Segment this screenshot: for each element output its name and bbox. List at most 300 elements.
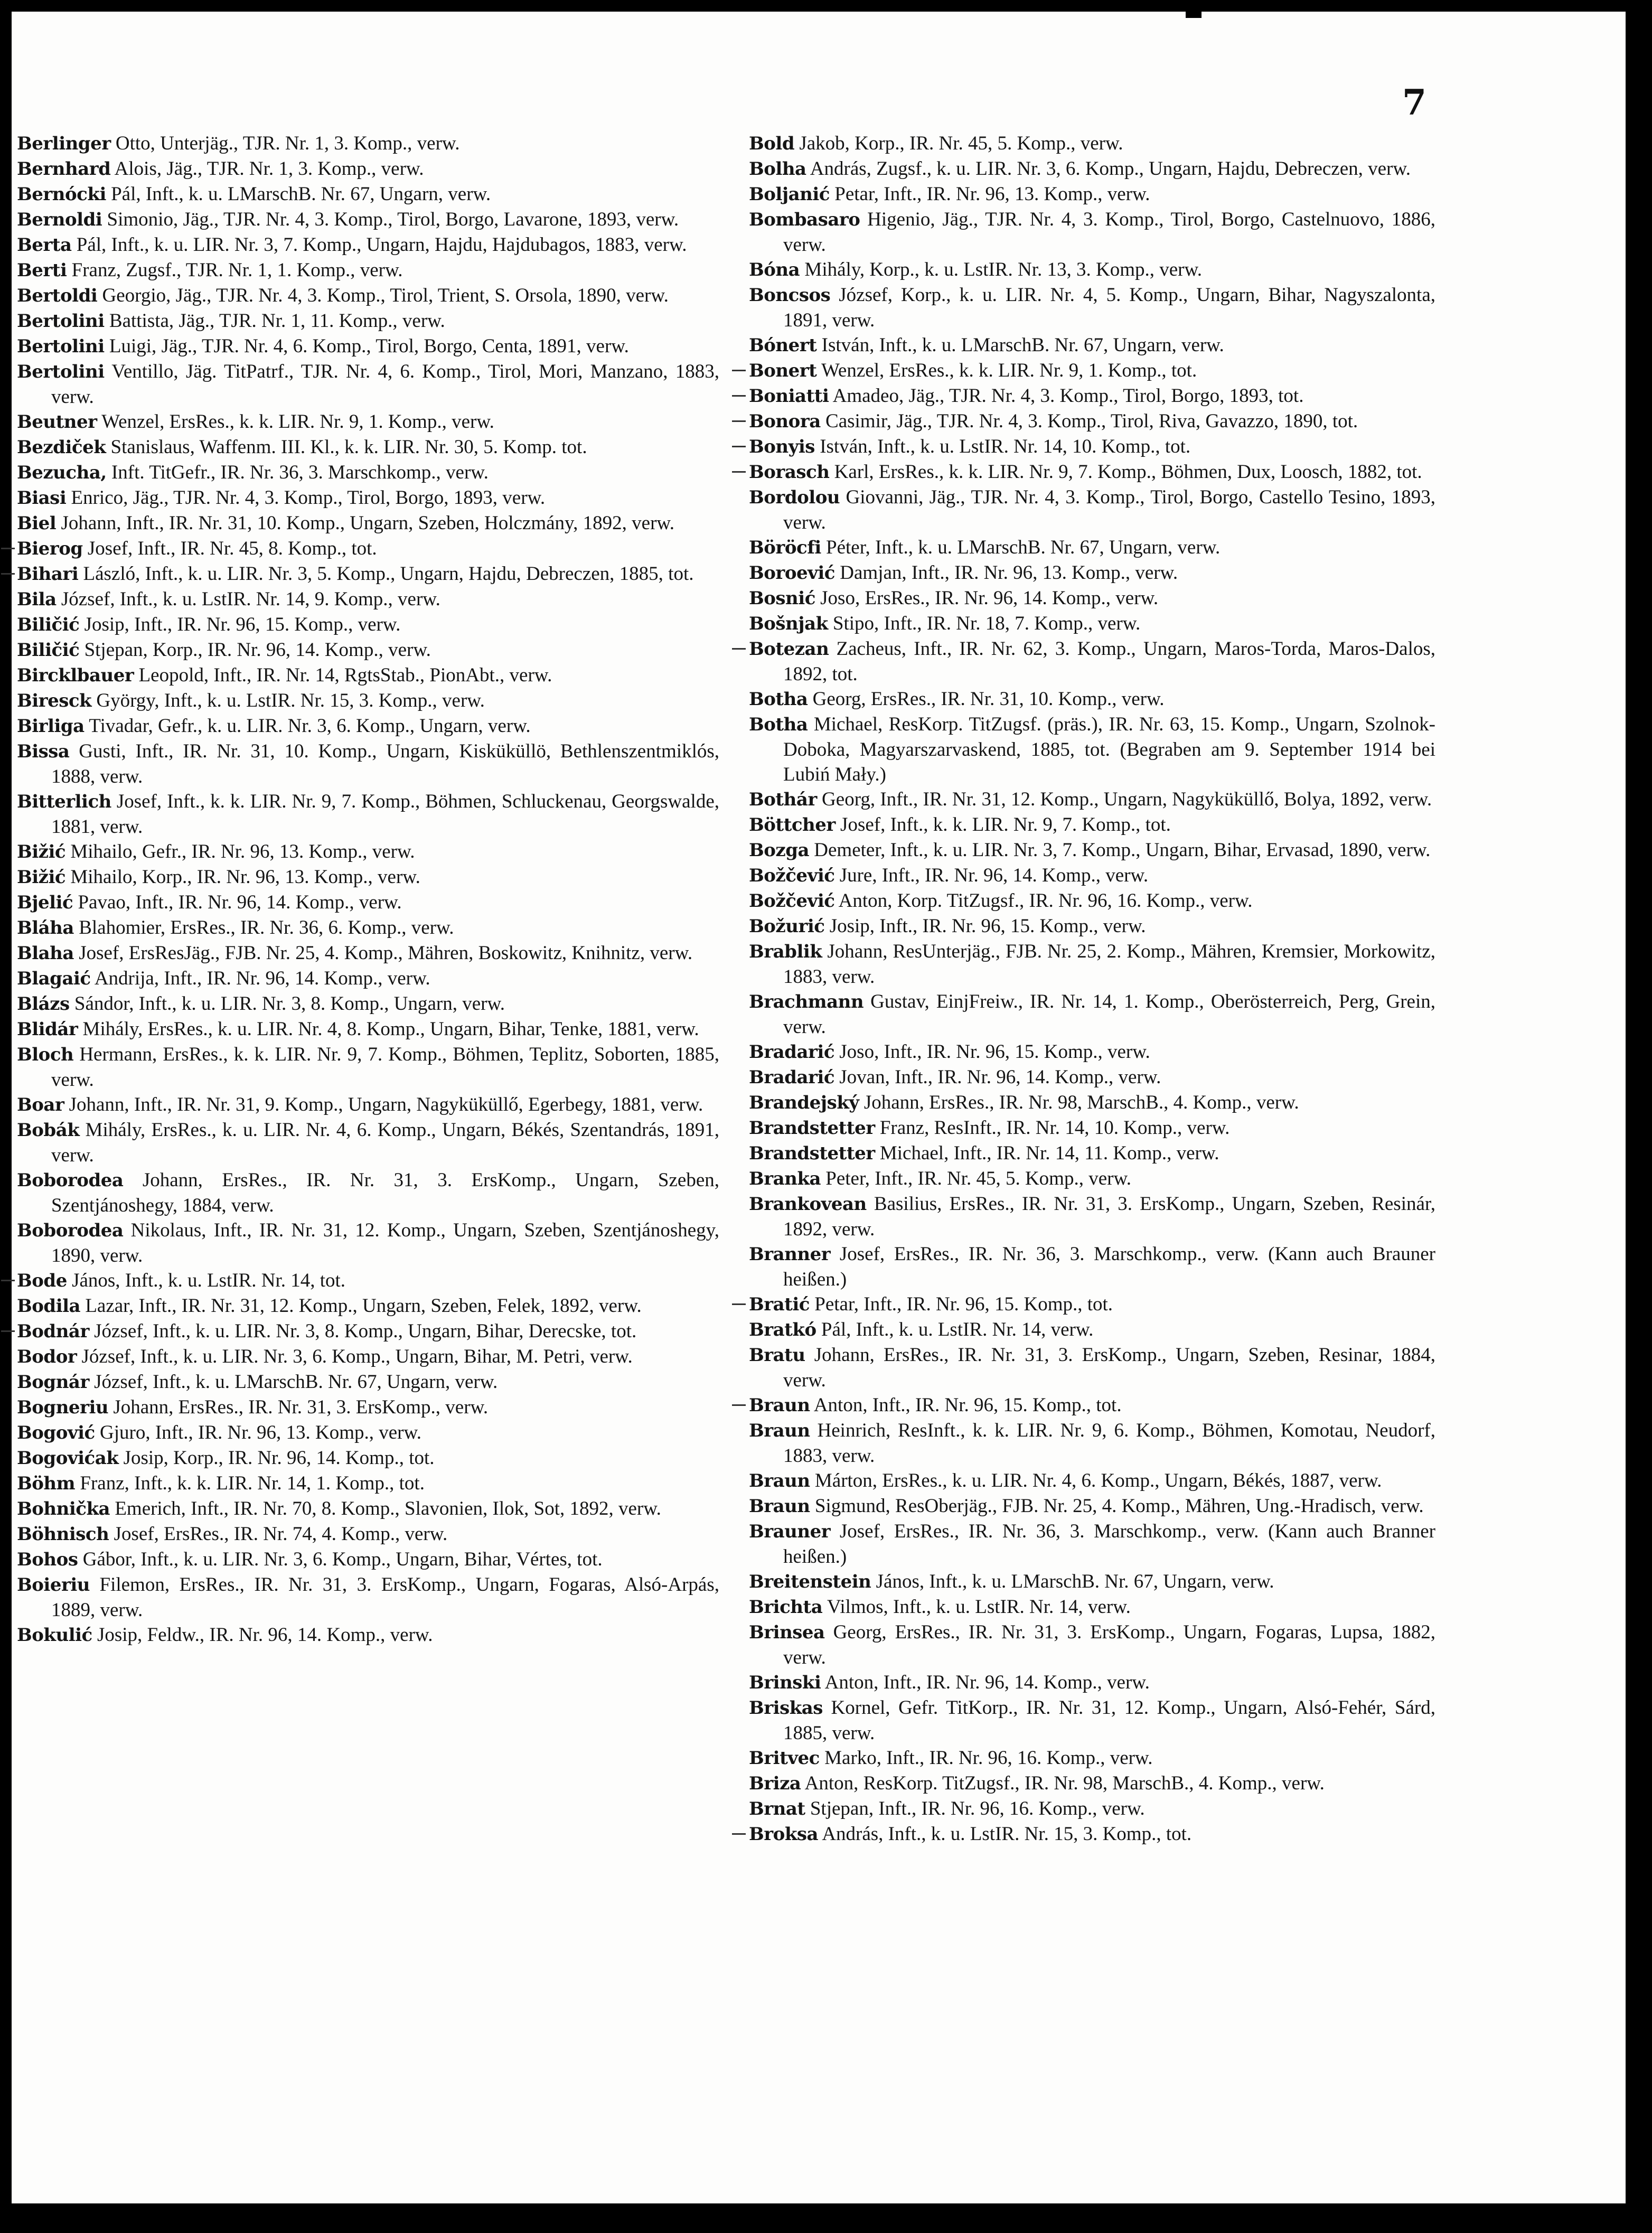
- entry-details: Johann, ErsRes., IR. Nr. 31, 3. ErsKomp., verw.: [108, 1396, 489, 1418]
- roll-entry: [17, 485, 719, 511]
- entry-surname: Bombasaro: [749, 209, 860, 230]
- entry-details: Gábor, Inft., k. u. LIR. Nr. 3, 6. Komp., Ungarn, Bihar, Vértes, tot.: [78, 1549, 603, 1570]
- entry-surname: Böhnisch: [17, 1524, 109, 1545]
- entry-surname: Bóna: [749, 259, 800, 280]
- entry-details: Joso, ErsRes., IR. Nr. 96, 14. Komp., verw.: [815, 587, 1159, 609]
- roll-entry: [17, 941, 719, 966]
- roll-entry: [17, 915, 719, 941]
- entry-surname: Blidár: [17, 1019, 78, 1040]
- roll-entry: [17, 409, 719, 435]
- entry-details: Mihailo, Korp., IR. Nr. 96, 13. Komp., verw.: [65, 866, 420, 888]
- entry-details: Petar, Inft., IR. Nr. 96, 15. Komp., tot.: [810, 1293, 1113, 1315]
- scan-notch: [1186, 11, 1202, 18]
- entry-surname: Bircklbauer: [17, 665, 134, 686]
- entry-details: Johann, ErsRes., IR. Nr. 31, 3. ErsKomp., Ungarn, Szeben, Szentjánoshegy, 1884, verw.: [51, 1169, 719, 1216]
- entry-surname: Bižić: [17, 867, 66, 888]
- entry-surname: Blaha: [17, 943, 74, 964]
- entry-surname: Böttcher: [749, 814, 836, 836]
- entry-details: Stipo, Inft., IR. Nr. 18, 7. Komp., verw.: [828, 613, 1141, 634]
- roll-entry: [749, 863, 1435, 888]
- entry-surname: Bosnić: [749, 588, 815, 609]
- entry-details: Amadeo, Jäg., TJR. Nr. 4, 3. Komp., Tirol, Borgo, 1893, tot.: [829, 385, 1304, 407]
- entry-surname: Bertolini: [17, 361, 105, 382]
- roll-entry: [17, 561, 719, 587]
- roll-entry: [749, 1393, 1435, 1418]
- entry-surname: Biasi: [17, 487, 67, 509]
- entry-surname: Bodnár: [17, 1321, 89, 1342]
- entry-surname: Bižić: [17, 841, 66, 862]
- roll-entry: [749, 535, 1435, 560]
- roll-entry: [749, 131, 1435, 156]
- roll-entry: [17, 1369, 719, 1395]
- roll-entry: [17, 991, 719, 1017]
- entry-details: Blahomier, ErsRes., IR. Nr. 36, 6. Komp., verw.: [73, 917, 454, 939]
- entry-details: Josip, Inft., IR. Nr. 96, 15. Komp., verw.: [824, 915, 1146, 937]
- roll-entry: [749, 333, 1435, 358]
- roll-entry: [17, 1042, 719, 1092]
- margin-dash-mark: [1, 1280, 15, 1281]
- entry-surname: Bradarić: [749, 1067, 835, 1088]
- entry-details: Enrico, Jäg., TJR. Nr. 4, 3. Komp., Tirol, Borgo, 1893, verw.: [66, 487, 546, 509]
- entry-surname: Bradarić: [749, 1042, 835, 1063]
- entry-details: Anton, Inft., IR. Nr. 96, 15. Komp., tot.: [810, 1394, 1122, 1416]
- entry-surname: Boieriu: [17, 1574, 90, 1596]
- entry-details: Stjepan, Inft., IR. Nr. 96, 16. Komp., verw.: [805, 1798, 1145, 1819]
- entry-surname: Brinsea: [749, 1622, 825, 1643]
- entry-details: Josef, Inft., IR. Nr. 45, 8. Komp., tot.: [82, 538, 377, 559]
- entry-surname: Boborodea: [17, 1220, 124, 1241]
- margin-dash-mark: [1, 548, 15, 549]
- entry-surname: Braun: [749, 1470, 810, 1491]
- roll-entry: [17, 1218, 719, 1268]
- entry-surname: Braun: [749, 1395, 810, 1416]
- scan-border-right: [1626, 0, 1652, 2233]
- entry-surname: Bothár: [749, 789, 817, 810]
- roll-entry: [17, 460, 719, 485]
- entry-details: Márton, ErsRes., k. u. LIR. Nr. 4, 6. Komp., Ungarn, Békés, 1887, verw.: [810, 1470, 1382, 1491]
- entry-surname: Bratić: [749, 1294, 810, 1315]
- entry-details: Johann, ErsRes., IR. Nr. 31, 3. ErsKomp., Ungarn, Szeben, Resinar, 1884, verw.: [783, 1344, 1435, 1391]
- entry-surname: Berta: [17, 234, 72, 256]
- roll-entry: [749, 1317, 1435, 1343]
- entry-details: Lazar, Inft., IR. Nr. 31, 12. Komp., Ungarn, Szeben, Felek, 1892, verw.: [80, 1295, 642, 1317]
- entry-details: Vilmos, Inft., k. u. LstIR. Nr. 14, verw.: [822, 1596, 1131, 1618]
- entry-surname: Brankovean: [749, 1194, 867, 1215]
- entry-surname: Bode: [17, 1270, 67, 1291]
- roll-entry: [17, 1268, 719, 1293]
- entry-surname: Biličić: [17, 614, 80, 635]
- roll-entry: [749, 812, 1435, 838]
- entry-details: Johann, ResUnterjäg., FJB. Nr. 25, 2. Komp., Mähren, Kremsier, Morkowitz, 1883, verw.: [783, 941, 1435, 988]
- roll-entry: [749, 636, 1435, 687]
- entry-details: Battista, Jäg., TJR. Nr. 1, 11. Komp., verw.: [104, 310, 445, 332]
- entry-details: Wenzel, ErsRes., k. k. LIR. Nr. 9, 1. Komp., verw.: [97, 411, 494, 433]
- roll-entry: [17, 1622, 719, 1648]
- roll-entry: [17, 1446, 719, 1471]
- entry-surname: Bratkó: [749, 1319, 816, 1340]
- entry-details: Ventillo, Jäg. TitPatrf., TJR. Nr. 4, 6. Komp., Tirol, Mori, Manzano, 1883, verw.: [51, 361, 719, 408]
- roll-entry: [17, 890, 719, 915]
- entry-surname: Bordolou: [749, 487, 840, 508]
- entry-details: Josip, Korp., IR. Nr. 96, 14. Komp., tot.: [118, 1447, 435, 1469]
- entry-surname: Bohnička: [17, 1498, 110, 1519]
- entry-surname: Bohos: [17, 1549, 78, 1570]
- roll-entry: [749, 1343, 1435, 1393]
- entry-surname: Bjelić: [17, 892, 73, 913]
- roll-entry: [749, 383, 1435, 409]
- entry-surname: Bihari: [17, 564, 79, 585]
- left-column: [17, 131, 719, 1648]
- roll-entry: [17, 1395, 719, 1420]
- scan-border-top: [0, 0, 1652, 12]
- roll-entry: [17, 156, 719, 182]
- entry-details: Wenzel, ErsRes., k. k. LIR. Nr. 9, 1. Komp., tot.: [816, 360, 1197, 381]
- entry-surname: Briza: [749, 1773, 801, 1794]
- entry-details: István, Inft., k. u. LstIR. Nr. 14, 10. Komp., tot.: [814, 436, 1191, 457]
- entry-details: Anton, ResKorp. TitZugsf., IR. Nr. 98, MarschB., 4. Komp., verw.: [801, 1772, 1325, 1794]
- entry-surname: Bernócki: [17, 184, 106, 205]
- entry-surname: Botha: [749, 714, 808, 735]
- entry-surname: Blázs: [17, 993, 70, 1015]
- scan-border-bottom: [0, 2203, 1652, 2233]
- entry-details: Georg, ErsRes., IR. Nr. 31, 10. Komp., verw.: [808, 688, 1165, 710]
- entry-details: Pál, Inft., k. u. LIR. Nr. 3, 7. Komp., Ungarn, Hajdu, Hajdubagos, 1883, verw.: [71, 234, 687, 256]
- entry-surname: Biličić: [17, 640, 80, 661]
- entry-details: Basilius, ErsRes., IR. Nr. 31, 3. ErsKomp., Ungarn, Szeben, Resinár, 1892, verw.: [783, 1193, 1435, 1240]
- roll-entry: [749, 1594, 1435, 1620]
- margin-dash-mark: [732, 420, 746, 422]
- entry-surname: Brinski: [749, 1672, 821, 1693]
- entry-surname: Bozga: [749, 840, 810, 861]
- entry-surname: Branner: [749, 1244, 831, 1265]
- entry-details: Johann, ErsRes., IR. Nr. 98, MarschB., 4. Komp., verw.: [859, 1092, 1299, 1113]
- roll-entry: [749, 459, 1435, 485]
- right-column: [749, 131, 1435, 1847]
- roll-entry: [17, 663, 719, 688]
- roll-entry: [749, 1670, 1435, 1695]
- entry-details: Georg, Inft., IR. Nr. 31, 12. Komp., Ungarn, Nagyküküllő, Bolya, 1892, verw.: [816, 789, 1432, 810]
- roll-entry: [17, 435, 719, 460]
- entry-surname: Brnat: [749, 1798, 805, 1819]
- entry-surname: Božurić: [749, 916, 825, 937]
- roll-entry: [749, 257, 1435, 283]
- entry-surname: Berti: [17, 260, 67, 281]
- entry-details: József, Inft., k. u. LMarschB. Nr. 67, Ungarn, verw.: [89, 1371, 498, 1393]
- roll-entry: [17, 1496, 719, 1522]
- entry-details: Gjuro, Inft., IR. Nr. 96, 13. Komp., verw.: [95, 1422, 422, 1443]
- entry-details: Pál, Inft., k. u. LstIR. Nr. 14, verw.: [816, 1319, 1094, 1340]
- entry-details: Josef, ErsRes., IR. Nr. 36, 3. Marschkomp., verw. (Kann auch Branner heißen.): [783, 1521, 1435, 1568]
- roll-entry: [749, 1292, 1435, 1317]
- roll-entry: [17, 612, 719, 637]
- entry-surname: Brablik: [749, 941, 822, 962]
- roll-entry: [749, 1620, 1435, 1670]
- entry-details: József, Inft., k. u. LIR. Nr. 3, 8. Komp., Ungarn, Bihar, Derecske, tot.: [89, 1320, 637, 1342]
- entry-details: György, Inft., k. u. LstIR. Nr. 15, 3. Komp., verw.: [91, 690, 485, 711]
- entry-details: Gusti, Inft., IR. Nr. 31, 10. Komp., Ungarn, Kisküküllö, Bethlenszentmiklós, 1888, verw.: [51, 740, 719, 787]
- entry-details: Karl, ErsRes., k. k. LIR. Nr. 9, 7. Komp., Böhmen, Dux, Loosch, 1882, tot.: [829, 461, 1422, 483]
- entry-surname: Bobák: [17, 1120, 80, 1141]
- entry-details: Gustav, EinjFreiw., IR. Nr. 14, 1. Komp., Oberösterreich, Perg, Grein, verw.: [783, 991, 1435, 1038]
- entry-surname: Božčević: [749, 865, 835, 886]
- roll-entry: [749, 611, 1435, 636]
- entry-details: Joso, Inft., IR. Nr. 96, 15. Komp., verw.: [834, 1041, 1150, 1063]
- entry-surname: Bila: [17, 589, 57, 610]
- roll-entry: [749, 712, 1435, 787]
- entry-surname: Bodor: [17, 1346, 77, 1367]
- roll-entry: [17, 1547, 719, 1572]
- entry-details: Jovan, Inft., IR. Nr. 96, 14. Komp., verw.: [834, 1066, 1161, 1088]
- entry-surname: Bogović: [17, 1422, 95, 1443]
- entry-surname: Briskas: [749, 1697, 823, 1719]
- entry-details: Higenio, Jäg., TJR. Nr. 4, 3. Komp., Tirol, Borgo, Castelnuovo, 1886, verw.: [783, 209, 1435, 256]
- entry-details: Mihály, Korp., k. u. LstIR. Nr. 13, 3. Komp., verw.: [800, 259, 1203, 280]
- page-number: 7: [1402, 82, 1426, 123]
- entry-details: Otto, Unterjäg., TJR. Nr. 1, 3. Komp., verw.: [110, 133, 460, 154]
- entry-surname: Beutner: [17, 411, 97, 433]
- entry-surname: Böhm: [17, 1473, 76, 1494]
- roll-entry: [749, 1796, 1435, 1822]
- margin-dash-mark: [732, 370, 746, 371]
- entry-surname: Boar: [17, 1094, 64, 1115]
- roll-entry: [749, 838, 1435, 863]
- entry-surname: Biel: [17, 513, 57, 534]
- roll-entry: [17, 283, 719, 308]
- entry-details: József, Inft., k. u. LIR. Nr. 3, 6. Komp., Ungarn, Bihar, M. Petri, verw.: [77, 1346, 633, 1367]
- roll-entry: [749, 434, 1435, 459]
- margin-dash-mark: [732, 1833, 746, 1835]
- roll-entry: [749, 989, 1435, 1039]
- entry-details: Sándor, Inft., k. u. LIR. Nr. 3, 8. Komp., Ungarn, verw.: [69, 993, 505, 1015]
- roll-entry: [749, 1090, 1435, 1115]
- roll-entry: [749, 156, 1435, 182]
- roll-entry: [749, 358, 1435, 383]
- roll-entry: [749, 1771, 1435, 1796]
- entry-surname: Brachmann: [749, 991, 864, 1012]
- entry-details: Pál, Inft., k. u. LMarschB. Nr. 67, Ungarn, verw.: [106, 183, 491, 205]
- entry-details: Jure, Inft., IR. Nr. 96, 14. Komp., verw.: [834, 865, 1149, 886]
- entry-details: Stanislaus, Waffenm. III. Kl., k. k. LIR. Nr. 30, 5. Komp. tot.: [106, 436, 587, 458]
- entry-details: Michael, ResKorp. TitZugsf. (präs.), IR. Nr. 63, 15. Komp., Ungarn, Szolnok-Doboka, Magyarszarvaskend, 1885, tot. (Begraben am 9. September 1914 bei Lubiń Mały.): [783, 714, 1435, 785]
- entry-details: Josip, Feldw., IR. Nr. 96, 14. Komp., verw.: [92, 1624, 433, 1646]
- entry-details: Anton, Korp. TitZugsf., IR. Nr. 96, 16. Komp., verw.: [834, 890, 1253, 912]
- entry-surname: Bertoldi: [17, 285, 98, 306]
- entry-surname: Bitterlich: [17, 791, 111, 812]
- entry-details: Damjan, Inft., IR. Nr. 96, 13. Komp., verw.: [835, 562, 1178, 584]
- roll-entry: [749, 888, 1435, 914]
- entry-surname: Bertolini: [17, 336, 105, 357]
- entry-details: Josef, Inft., k. k. LIR. Nr. 9, 7. Komp., tot.: [835, 814, 1171, 836]
- entry-surname: Bonyis: [749, 436, 815, 457]
- entry-surname: Blagaić: [17, 968, 91, 989]
- entry-surname: Bold: [749, 133, 795, 154]
- entry-details: Franz, Inft., k. k. LIR. Nr. 14, 1. Komp., tot.: [75, 1472, 425, 1494]
- entry-surname: Bogovićak: [17, 1448, 119, 1469]
- entry-details: Josef, Inft., k. k. LIR. Nr. 9, 7. Komp., Böhmen, Schluckenau, Georgswalde, 1881, verw.: [51, 791, 719, 838]
- roll-entry: [17, 258, 719, 283]
- roll-entry: [749, 787, 1435, 812]
- entry-details: Pavao, Inft., IR. Nr. 96, 14. Komp., verw.: [73, 892, 402, 913]
- roll-entry: [17, 359, 719, 409]
- margin-dash-mark: [732, 1404, 746, 1406]
- roll-entry: [17, 714, 719, 739]
- roll-entry: [17, 1471, 719, 1496]
- roll-entry: [17, 182, 719, 207]
- entry-details: Mihály, ErsRes., k. u. LIR. Nr. 4, 8. Komp., Ungarn, Bihar, Tenke, 1881, verw.: [78, 1018, 699, 1040]
- entry-surname: Bezdiček: [17, 437, 106, 458]
- entry-surname: Boniatti: [749, 386, 829, 407]
- entry-details: Giovanni, Jäg., TJR. Nr. 4, 3. Komp., Tirol, Borgo, Castello Tesino, 1893, verw.: [783, 486, 1435, 533]
- entry-surname: Breitenstein: [749, 1571, 871, 1592]
- roll-entry: [749, 560, 1435, 586]
- roll-entry: [17, 587, 719, 612]
- entry-surname: Berlinger: [17, 133, 111, 154]
- entry-surname: Bernoldi: [17, 209, 102, 230]
- entry-details: Kornel, Gefr. TitKorp., IR. Nr. 31, 12. Komp., Ungarn, Alsó-Fehér, Sárd, 1885, verw.: [783, 1697, 1435, 1744]
- entry-details: Johann, Inft., IR. Nr. 31, 9. Komp., Ungarn, Nagyküküllő, Egerbegy, 1881, verw.: [64, 1094, 703, 1115]
- entry-surname: Božčević: [749, 890, 835, 912]
- roll-entry: [17, 232, 719, 258]
- entry-details: Michael, Inft., IR. Nr. 14, 11. Komp., verw.: [875, 1142, 1219, 1164]
- roll-entry: [17, 1168, 719, 1218]
- roll-entry: [749, 207, 1435, 257]
- entry-surname: Borasch: [749, 462, 830, 483]
- entry-details: Josef, ErsRes., IR. Nr. 74, 4. Komp., verw.: [109, 1523, 448, 1545]
- entry-details: Tivadar, Gefr., k. u. LIR. Nr. 3, 6. Komp., Ungarn, verw.: [84, 715, 531, 737]
- entry-surname: Bónert: [749, 335, 817, 356]
- entry-details: Filemon, ErsRes., IR. Nr. 31, 3. ErsKomp., Ungarn, Fogaras, Alsó-Arpás, 1889, verw.: [51, 1574, 719, 1621]
- entry-surname: Bošnjak: [749, 613, 828, 634]
- margin-dash-mark: [732, 1303, 746, 1305]
- entry-details: Emerich, Inft., IR. Nr. 70, 8. Komp., Slavonien, Ilok, Sot, 1892, verw.: [110, 1498, 661, 1519]
- roll-entry: [749, 1468, 1435, 1494]
- entry-details: Leopold, Inft., IR. Nr. 14, RgtsStab., PionAbt., verw.: [134, 664, 552, 686]
- entry-surname: Bogneriu: [17, 1397, 109, 1418]
- entry-surname: Bokulić: [17, 1625, 92, 1646]
- roll-entry: [17, 1572, 719, 1622]
- entry-details: Sigmund, ResOberjäg., FJB. Nr. 25, 4. Komp., Mähren, Ung.-Hradisch, verw.: [810, 1495, 1424, 1517]
- roll-entry: [749, 1191, 1435, 1242]
- entry-details: József, Korp., k. u. LIR. Nr. 4, 5. Komp., Ungarn, Bihar, Nagyszalonta, 1891, verw.: [783, 284, 1435, 331]
- entry-details: Josip, Inft., IR. Nr. 96, 15. Komp., verw.: [79, 614, 401, 635]
- entry-details: Nikolaus, Inft., IR. Nr. 31, 12. Komp., Ungarn, Szeben, Szentjánoshegy, 1890, verw.: [51, 1219, 719, 1266]
- entry-surname: Branka: [749, 1168, 821, 1189]
- entry-details: Casimir, Jäg., TJR. Nr. 4, 3. Komp., Tirol, Riva, Gavazzo, 1890, tot.: [820, 410, 1358, 432]
- roll-entry: [17, 1293, 719, 1319]
- roll-entry: [749, 1569, 1435, 1594]
- entry-details: Mihály, ErsRes., k. u. LIR. Nr. 4, 6. Komp., Ungarn, Békés, Szentandrás, 1891, verw.: [51, 1119, 719, 1166]
- entry-details: András, Zugsf., k. u. LIR. Nr. 3, 6. Komp., Ungarn, Hajdu, Debreczen, verw.: [806, 158, 1411, 180]
- entry-surname: Bognár: [17, 1372, 89, 1393]
- entry-details: Luigi, Jäg., TJR. Nr. 4, 6. Komp., Tirol, Borgo, Centa, 1891, verw.: [104, 335, 629, 357]
- entry-surname: Braun: [749, 1496, 810, 1517]
- entry-surname: Bertolini: [17, 311, 105, 332]
- roll-entry: [749, 1039, 1435, 1065]
- roll-entry: [17, 1017, 719, 1042]
- entry-details: Péter, Inft., k. u. LMarschB. Nr. 67, Ungarn, verw.: [821, 537, 1221, 558]
- entry-details: János, Inft., k. u. LstIR. Nr. 14, tot.: [67, 1270, 346, 1291]
- roll-entry: [17, 308, 719, 334]
- margin-dash-mark: [1, 573, 15, 575]
- entry-surname: Braun: [749, 1420, 810, 1441]
- roll-entry: [749, 1494, 1435, 1519]
- entry-surname: Bláha: [17, 917, 74, 939]
- margin-dash-mark: [732, 446, 746, 447]
- roll-entry: [749, 1695, 1435, 1746]
- roll-entry: [17, 536, 719, 561]
- entry-surname: Broksa: [749, 1824, 819, 1845]
- roll-entry: [17, 688, 719, 714]
- roll-entry: [749, 586, 1435, 611]
- entry-details: Franz, Zugsf., TJR. Nr. 1, 1. Komp., verw.: [67, 259, 403, 281]
- entry-surname: Bierog: [17, 538, 83, 559]
- entry-surname: Boroević: [749, 562, 836, 584]
- entry-surname: Bonert: [749, 360, 817, 381]
- entry-details: Josef, ErsResJäg., FJB. Nr. 25, 4. Komp., Mähren, Boskowitz, Knihnitz, verw.: [73, 942, 693, 964]
- roll-entry: [17, 966, 719, 991]
- roll-entry: [749, 182, 1435, 207]
- roll-entry: [17, 865, 719, 890]
- entry-surname: Bratu: [749, 1345, 805, 1366]
- margin-dash-mark: [1, 1330, 15, 1332]
- roll-entry: [17, 334, 719, 359]
- roll-entry: [17, 789, 719, 839]
- entry-surname: Bissa: [17, 741, 70, 762]
- entry-details: Inft. TitGefr., IR. Nr. 36, 3. Marschkomp., verw.: [106, 462, 489, 483]
- entry-surname: Bodila: [17, 1296, 81, 1317]
- roll-entry: [17, 131, 719, 156]
- entry-details: Johann, Inft., IR. Nr. 31, 10. Komp., Ungarn, Szeben, Holczmány, 1892, verw.: [56, 512, 674, 534]
- roll-entry: [749, 1115, 1435, 1141]
- entry-details: Anton, Inft., IR. Nr. 96, 14. Komp., verw.: [821, 1672, 1150, 1693]
- roll-entry: [17, 839, 719, 865]
- entry-surname: Brichta: [749, 1597, 823, 1618]
- entry-details: László, Inft., k. u. LIR. Nr. 3, 5. Komp., Ungarn, Hajdu, Debreczen, 1885, tot.: [78, 563, 694, 585]
- entry-surname: Boncsos: [749, 285, 831, 306]
- entry-surname: Bernhard: [17, 158, 111, 180]
- entry-surname: Brandstetter: [749, 1143, 875, 1164]
- entry-surname: Britvec: [749, 1748, 820, 1769]
- scan-border-left: [0, 0, 12, 2233]
- entry-details: József, Inft., k. u. LstIR. Nr. 14, 9. Komp., verw.: [56, 588, 440, 610]
- roll-entry: [17, 1319, 719, 1344]
- roll-entry: [17, 207, 719, 232]
- entry-surname: Boljanić: [749, 184, 830, 205]
- entry-details: Peter, Inft., IR. Nr. 45, 5. Komp., verw.: [821, 1168, 1132, 1189]
- roll-entry: [749, 1519, 1435, 1569]
- entry-surname: Birliga: [17, 716, 85, 737]
- roll-entry: [749, 283, 1435, 333]
- entry-surname: Botha: [749, 689, 808, 710]
- margin-dash-mark: [732, 395, 746, 397]
- entry-surname: Böröcfi: [749, 537, 821, 558]
- entry-details: Georgio, Jäg., TJR. Nr. 4, 3. Komp., Tirol, Trient, S. Orsola, 1890, verw.: [97, 285, 669, 306]
- entry-details: Petar, Inft., IR. Nr. 96, 13. Komp., verw.: [830, 183, 1150, 205]
- entry-surname: Bolha: [749, 158, 806, 180]
- roll-entry: [749, 1746, 1435, 1771]
- entry-surname: Botezan: [749, 639, 829, 660]
- entry-details: Heinrich, ResInft., k. k. LIR. Nr. 9, 6. Komp., Böhmen, Komotau, Neudorf, 1883, verw.: [783, 1420, 1435, 1467]
- entry-details: Andrija, Inft., IR. Nr. 96, 14. Komp., verw.: [90, 968, 430, 989]
- margin-dash-mark: [732, 648, 746, 650]
- entry-surname: Bonora: [749, 411, 821, 432]
- entry-details: Demeter, Inft., k. u. LIR. Nr. 3, 7. Komp., Ungarn, Bihar, Ervasad, 1890, verw.: [809, 839, 1431, 861]
- roll-entry: [749, 687, 1435, 712]
- entry-details: Georg, ErsRes., IR. Nr. 31, 3. ErsKomp., Ungarn, Fogaras, Lupsa, 1882, verw.: [783, 1621, 1435, 1668]
- roll-entry: [17, 1344, 719, 1369]
- entry-surname: Bloch: [17, 1044, 74, 1065]
- roll-entry: [17, 739, 719, 789]
